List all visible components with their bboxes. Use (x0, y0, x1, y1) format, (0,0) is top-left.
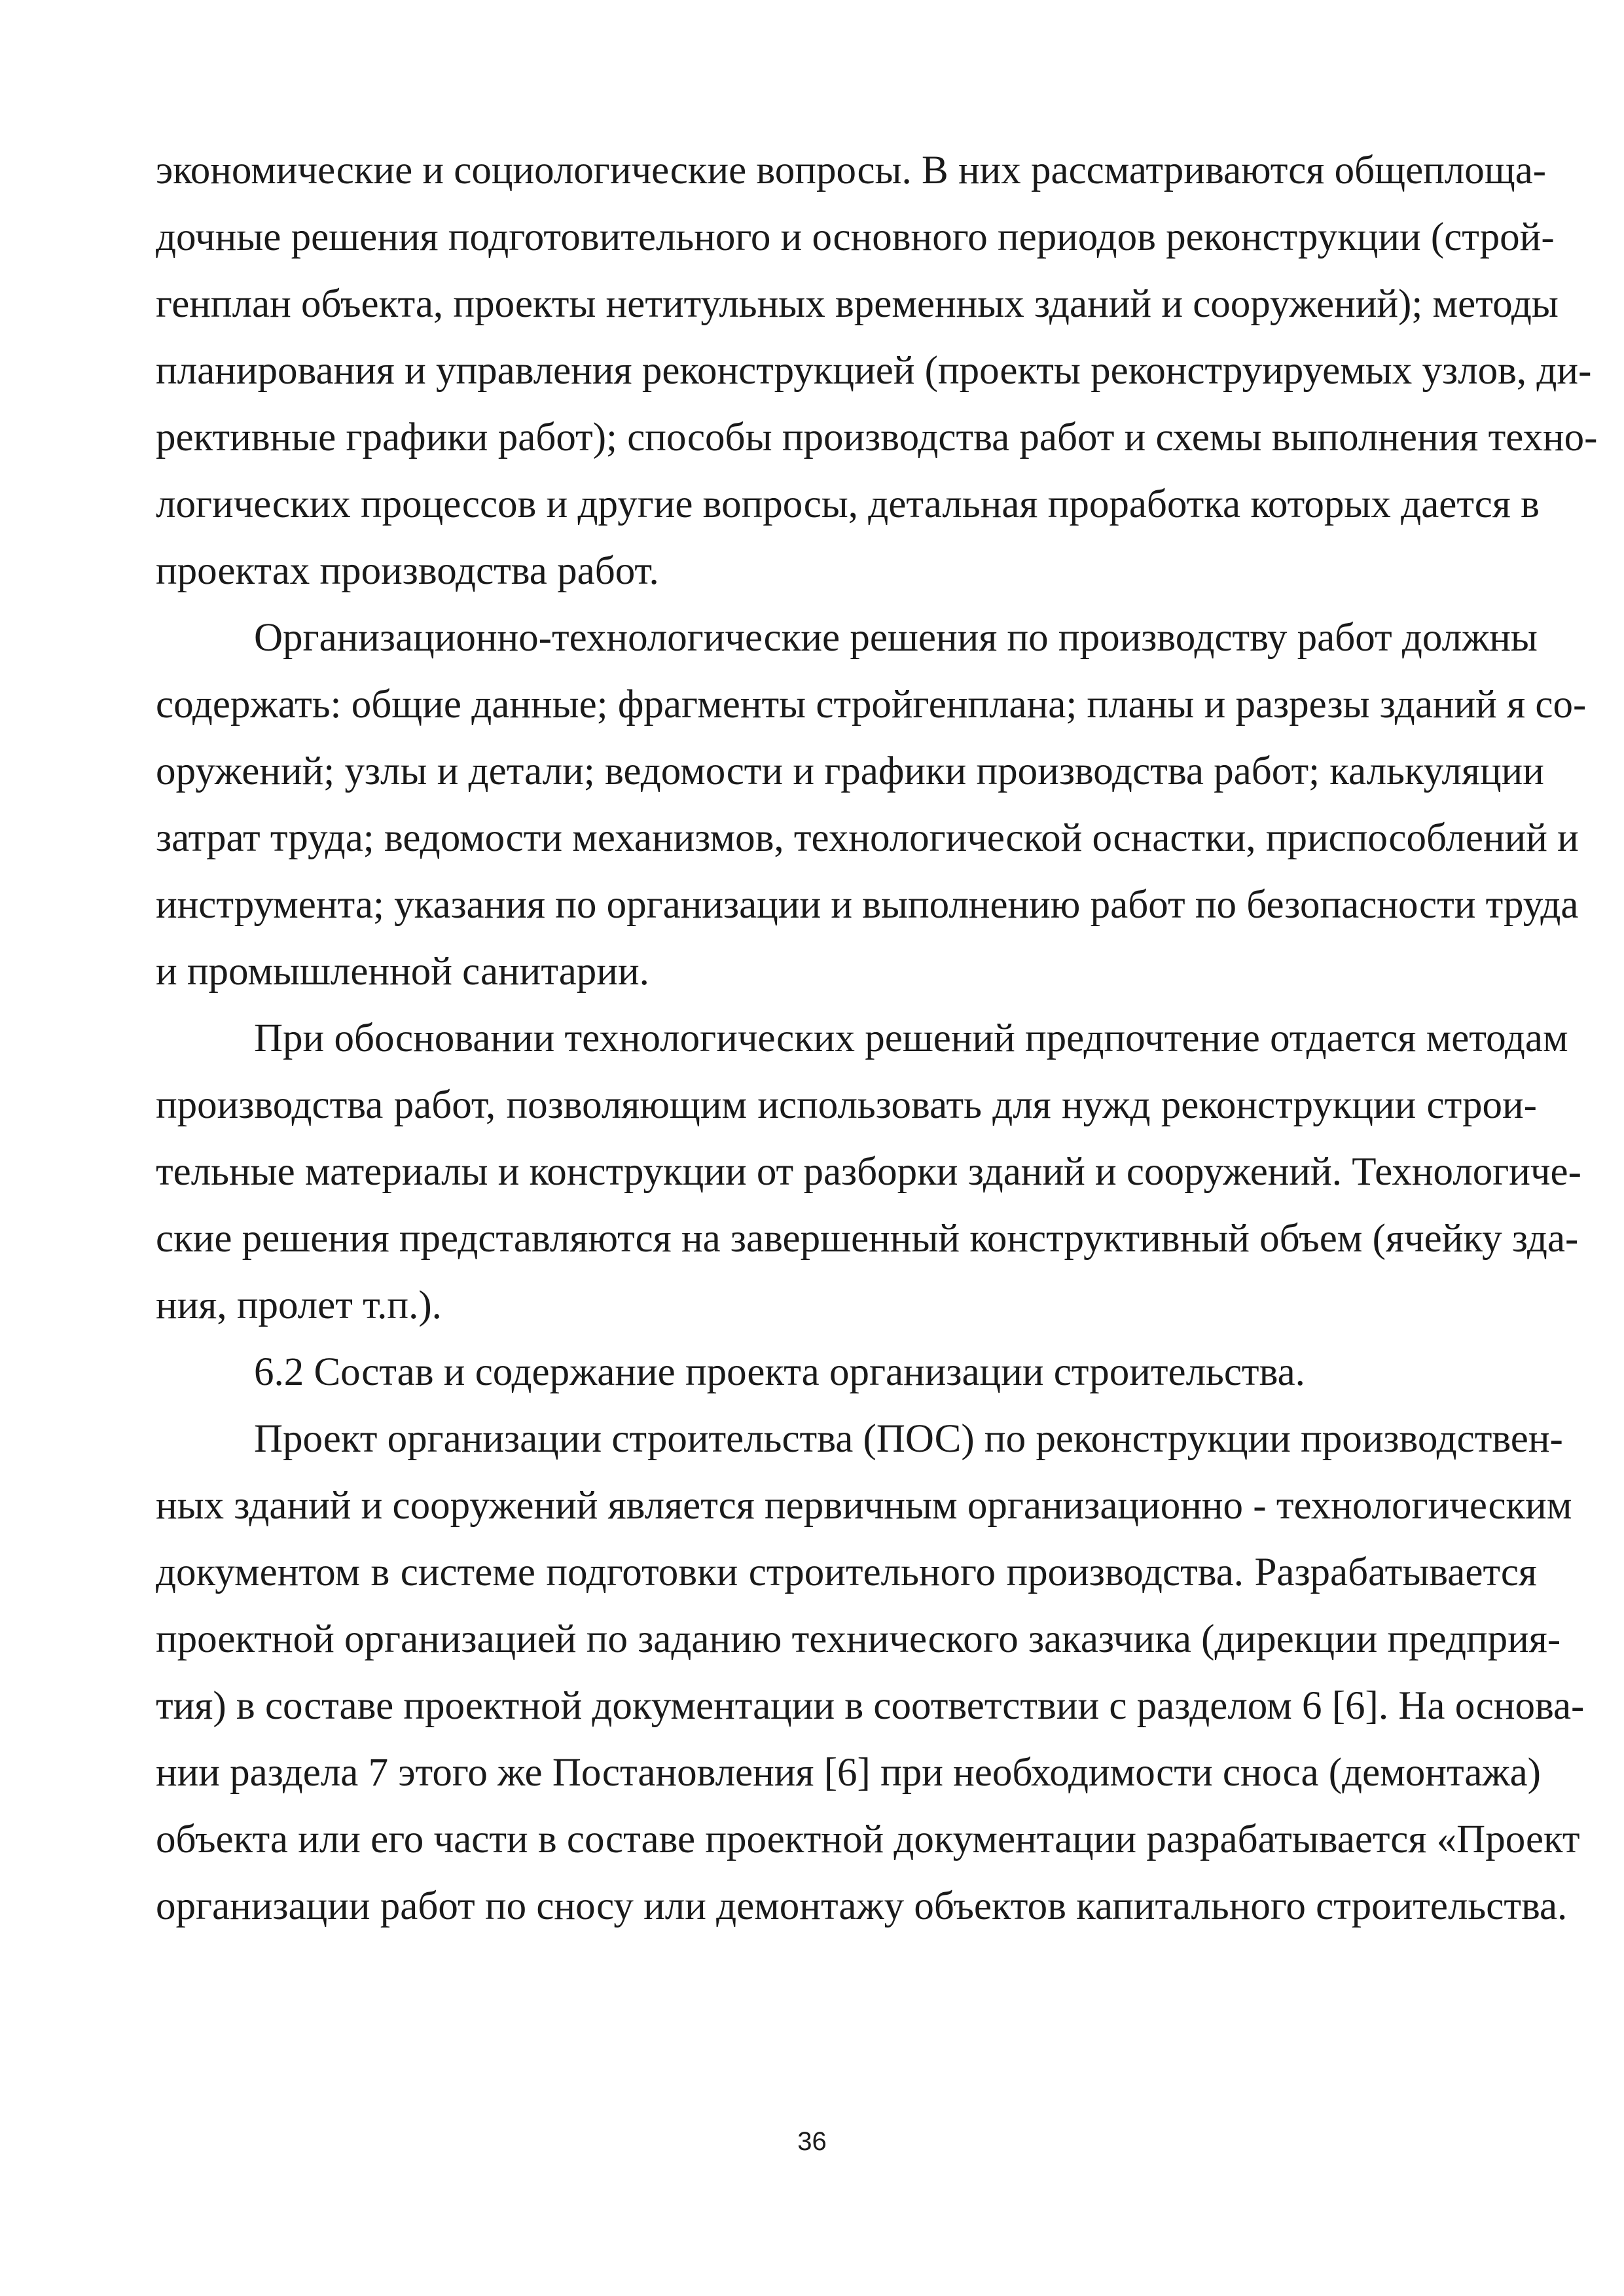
paragraph-3 (156, 1005, 1581, 1339)
text-line: тия) в составе проектной документации в соответствии с разделом 6 [6]. На основа- (156, 1684, 1585, 1728)
text-line: Организационно-технологические решения по производству работ должны (254, 616, 1538, 660)
text-line: ские решения представляются на завершенный конструктивный объем (ячейку зда- (156, 1217, 1579, 1261)
paragraph-1 (156, 137, 1598, 605)
document-body (156, 137, 1598, 1940)
text-line: и промышленной санитарии. (156, 950, 649, 994)
text-line: нии раздела 7 этого же Постановления [6] при необходимости сноса (демонтажа) (156, 1751, 1541, 1795)
text-line: проектной организацией по заданию технического заказчика (дирекции предприя- (156, 1617, 1561, 1661)
text-line: генплан объекта, проекты нетитульных временных зданий и сооружений); методы (156, 282, 1559, 326)
section-heading (156, 1339, 1537, 1406)
text-line: логических процессов и другие вопросы, детальная проработка которых дается в (156, 482, 1540, 526)
text-line: При обосновании технологических решений предпочтение отдается методам (254, 1016, 1568, 1060)
text-line: дочные решения подготовительного и основного периодов реконструкции (строй- (156, 215, 1555, 259)
page-number: 36 (797, 2127, 827, 2156)
text-line: документом в системе подготовки строительного производства. Разрабатывается (156, 1551, 1537, 1594)
text-line: ния, пролет т.п.). (156, 1283, 442, 1327)
text-line: организации работ по сносу или демонтажу объектов капитального строительства. (156, 1884, 1568, 1928)
section-title: 6.2 Состав и содержание проекта организации строительства. (254, 1350, 1305, 1394)
text-line: Проект организации строительства (ПОС) по реконструкции производствен- (254, 1417, 1563, 1461)
text-line: тельные материалы и конструкции от разборки зданий и сооружений. Технологиче- (156, 1150, 1581, 1194)
text-line: производства работ, позволяющим использовать для нужд реконструкции строи- (156, 1083, 1537, 1127)
text-line: объекта или его части в составе проектной документации разрабатывается «Проект (156, 1818, 1580, 1861)
text-line: планирования и управления реконструкцией (проекты реконструируемых узлов, ди- (156, 349, 1592, 393)
text-line: оружений; узлы и детали; ведомости и графики производства работ; калькуляции (156, 749, 1544, 793)
text-line: экономические и социологические вопросы. В них рассматриваются общеплоща- (156, 149, 1547, 192)
text-line: рективные графики работ); способы производства работ и схемы выполнения техно- (156, 416, 1598, 459)
text-line: содержать: общие данные; фрагменты стройгенплана; планы и разрезы зданий я со- (156, 683, 1587, 726)
text-line: ных зданий и сооружений является первичным организационно - технологическим (156, 1484, 1572, 1528)
paragraph-2 (156, 605, 1587, 1005)
text-line: инструмента; указания по организации и выполнению работ по безопасности труда (156, 883, 1579, 927)
text-line: затрат труда; ведомости механизмов, технологической оснастки, приспособлений и (156, 816, 1579, 860)
paragraph-5 (156, 1406, 1585, 1940)
text-line: проектах производства работ. (156, 549, 659, 593)
